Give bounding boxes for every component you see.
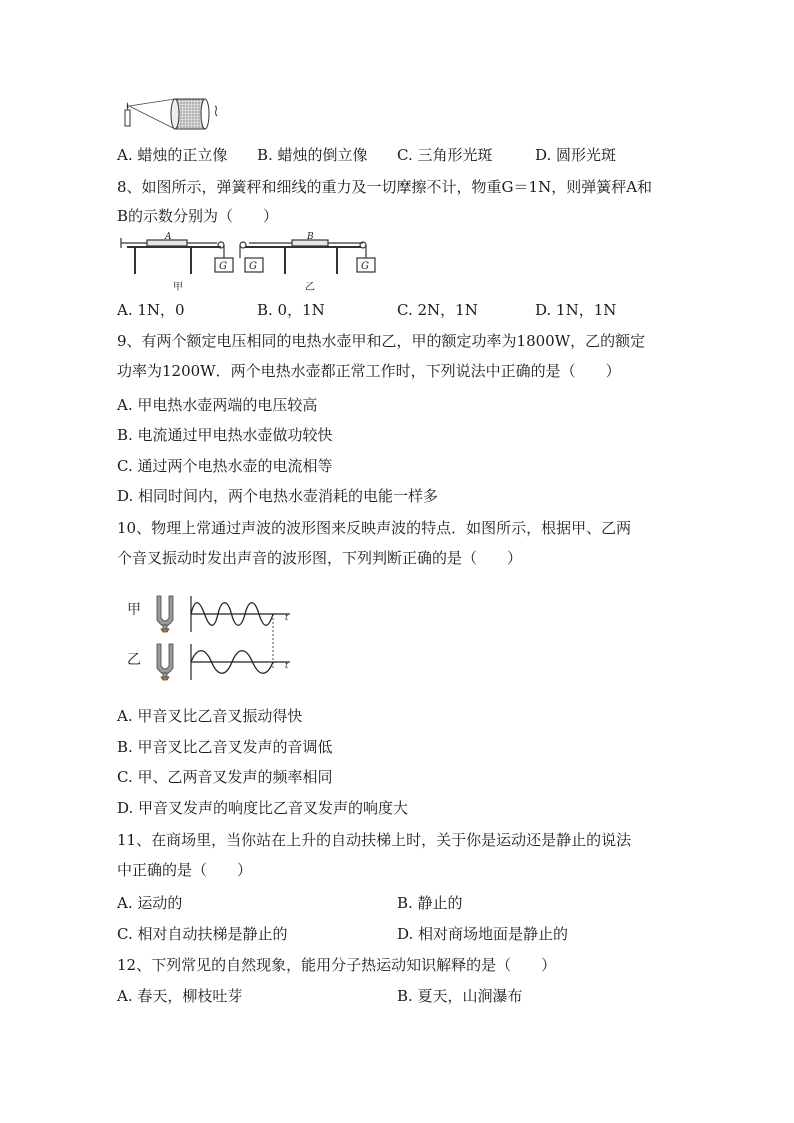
q9-option-a: A. 甲电热水壶两端的电压较高 xyxy=(117,396,318,414)
q11-stem-line1: 11、在商场里，当你站在上升的自动扶梯上时，关于你是运动还是静止的说法 xyxy=(117,831,632,849)
q7-option-d: D. 圆形光斑 xyxy=(535,146,617,164)
q11-option-a: A. 运动的 xyxy=(117,894,183,912)
label-yi: 乙 xyxy=(127,652,141,668)
weight-label-2: G xyxy=(249,261,257,272)
q10-stem-line2: 个音叉振动时发出声音的波形图，下列判断正确的是（ ） xyxy=(117,549,523,567)
q8-stem-line2: B的示数分别为（ ） xyxy=(117,207,279,225)
q9-option-c: C. 通过两个电热水壶的电流相等 xyxy=(117,457,333,475)
spring-scale-figure xyxy=(117,232,387,292)
tuning-fork-icon xyxy=(157,644,173,680)
q7-option-b: B. 蜡烛的倒立像 xyxy=(257,146,368,164)
axis-t-jia: t xyxy=(285,613,289,622)
q12-option-a: A. 春天，柳枝吐芽 xyxy=(117,987,243,1005)
q7-option-a: A. 蜡烛的正立像 xyxy=(117,146,228,164)
q10-option-d: D. 甲音叉发声的响度比乙音叉发声的响度大 xyxy=(117,799,409,817)
q8-stem-line1: 8、如图所示，弹簧秤和细线的重力及一切摩擦不计，物重G＝1N，则弹簧秤A和 xyxy=(117,178,653,196)
q12-stem-line1: 12、下列常见的自然现象，能用分子热运动知识解释的是（ ） xyxy=(117,956,557,974)
label-jia: 甲 xyxy=(127,602,141,618)
q12-option-b: B. 夏天，山涧瀑布 xyxy=(397,987,523,1005)
tuning-fork-waveform-figure xyxy=(125,592,300,684)
q8-option-d: D. 1N，1N xyxy=(535,301,617,319)
q10-stem-line1: 10、物理上常通过声波的波形图来反映声波的特点．如图所示，根据甲、乙两 xyxy=(117,519,632,537)
label-b: B xyxy=(307,232,314,242)
q11-option-c: C. 相对自动扶梯是静止的 xyxy=(117,925,288,943)
q11-option-b: B. 静止的 xyxy=(397,894,463,912)
caption-jia: 甲 xyxy=(173,282,183,292)
q10-option-b: B. 甲音叉比乙音叉发声的音调低 xyxy=(117,738,333,756)
pinhole-cylinder xyxy=(171,99,209,129)
weight-label-1: G xyxy=(219,261,227,272)
q9-option-d: D. 相同时间内，两个电热水壶消耗的电能一样多 xyxy=(117,487,439,505)
pinhole-camera-figure xyxy=(117,96,227,132)
axis-t-yi: t xyxy=(285,661,289,670)
q9-stem-line2: 功率为1200W．两个电热水壶都正常工作时，下列说法中正确的是（ ） xyxy=(117,362,621,380)
q10-option-c: C. 甲、乙两音叉发声的频率相同 xyxy=(117,768,333,786)
q9-option-b: B. 电流通过甲电热水壶做功较快 xyxy=(117,426,333,444)
q8-option-a: A. 1N，0 xyxy=(117,301,185,319)
q10-option-a: A. 甲音叉比乙音叉振动得快 xyxy=(117,707,303,725)
label-a: A xyxy=(165,232,172,242)
caption-yi: 乙 xyxy=(305,282,315,292)
q11-option-d: D. 相对商场地面是静止的 xyxy=(397,925,569,943)
weight-label-3: G xyxy=(361,261,369,272)
q7-option-c: C. 三角形光斑 xyxy=(397,146,493,164)
q9-stem-line1: 9、有两个额定电压相同的电热水壶甲和乙，甲的额定功率为1800W，乙的额定 xyxy=(117,332,646,350)
q11-stem-line2: 中正确的是（ ） xyxy=(117,861,253,879)
q8-option-b: B. 0，1N xyxy=(257,301,325,319)
q8-option-c: C. 2N，1N xyxy=(397,301,478,319)
tuning-fork-icon xyxy=(157,596,173,632)
